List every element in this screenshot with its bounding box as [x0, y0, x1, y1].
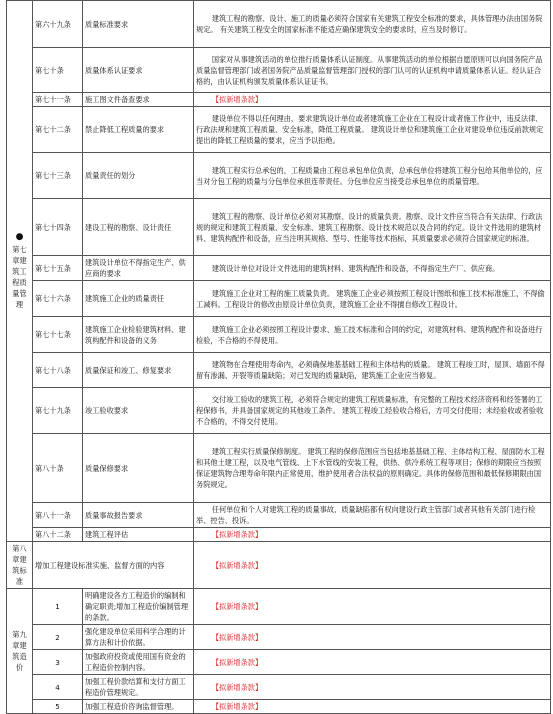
item-title: 加强工程价款结算和支付方面工程造价管理规定。	[83, 675, 194, 700]
article-title: 竣工验收要求	[83, 388, 194, 434]
article-content: 建筑物在合理使用寿命内，必须确保地基基础工程和主体结构的质量。 建筑工程竣工时，屋顶、墙面不得留有渗漏、开裂等质量缺陷；对已发现的质量缺陷，建筑施工企业应当修复。	[194, 353, 551, 388]
law-article-table	[6, 0, 551, 714]
article-row	[7, 153, 551, 199]
chapter-8-title: 增加工程建设标准实施、监督方面的内容	[33, 542, 194, 589]
article-number: 第六十九条	[33, 1, 83, 48]
item-content: 【拟新增条款】	[194, 589, 551, 625]
article-row	[7, 281, 551, 317]
article-row	[7, 503, 551, 528]
article-content: 国家对从事建筑活动的单位推行质量体系认证制度。从事建筑活动的单位根据自愿原则可以向国务院产品质量监督管理部门或者国务院产品质量监督管理部门授权的部门认可的认证机构申请质量体系认证。经认证合格的，由认证机构颁发质量体系认证证书。	[194, 48, 551, 93]
article-number: 第七十六条	[33, 281, 83, 317]
item-title: 明确建设各方工程造价的编制和确定职责;增加工程造价编制管理的条款。	[83, 589, 194, 625]
article-content: 建筑施工企业对工程的施工质量负责。 建筑施工企业必须按照工程设计图纸和施工技术标准施工，不得偷工减料。工程设计的修改由原设计单位负责，建筑施工企业不得擅自修改工程设计。	[194, 281, 551, 317]
article-content: 建筑工程实行总承包的，工程质量由工程总承包单位负责，总承包单位将建筑工程分包给其他单位的，应当对分包工程的质量与分包单位承担连带责任。分包单位应当接受总承包单位的质量管理。	[194, 153, 551, 199]
chapter-9-label: 第九章建筑造价	[7, 589, 33, 714]
article-number: 第七十条	[33, 48, 83, 93]
chapter-7-cell	[7, 1, 33, 542]
article-title: 质量体系认证要求	[83, 48, 194, 93]
article-title: 质量责任的划分	[83, 153, 194, 199]
article-title: 施工图文件备查要求	[83, 93, 194, 107]
article-row	[7, 199, 551, 256]
item-number: 1	[33, 589, 83, 625]
item-title: 加强政府投资或使用国有资金的工程造价控制内容。	[83, 650, 194, 675]
article-content: 建筑工程实行质量保修制度。 建筑工程的保修范围应当包括地基基础工程、主体结构工程、屋面防水工程和其他土建工程，以及电气管线、上下水管线的安装工程，供热、供冷系统工程等项目；保修的期限应当按照保证建筑物合理寿命年限内正常使用，维护使用者合法权益的原则确定。具体的保修范围和最低保修期限由国务院规定。	[194, 434, 551, 503]
article-content: 建设单位不得以任何理由，要求建筑设计单位或者建筑施工企业在工程设计或者施工作业中，违反法律、行政法规和建筑工程质量、安全标准，降低工程质量。 建筑设计单位和建筑施工企业对建设单位违反前款规定提出的降低工程质量的要求，应当予以拒绝。	[194, 107, 551, 153]
article-row	[7, 256, 551, 281]
article-title: 建筑工程评估	[83, 528, 194, 542]
article-content: 建筑工程的勘察、设计、施工的质量必须符合国家有关建筑工程安全标准的要求，具体管理办法由国务院规定。 有关建筑工程安全的国家标准不能适应确保建筑安全的要求时，应当及时修订。	[194, 1, 551, 48]
chapter-8-row	[7, 542, 551, 589]
article-row	[7, 388, 551, 434]
item-title: 加强工程造价咨询监督管理。	[83, 700, 194, 714]
article-title: 建筑施工企业检验建筑材料、建筑构配件和设备的义务	[83, 317, 194, 353]
item-content: 【拟新增条款】	[194, 675, 551, 700]
article-content: 【拟新增条款】	[194, 528, 551, 542]
article-number: 第八十一条	[33, 503, 83, 528]
article-row	[7, 317, 551, 353]
article-title: 质量标准要求	[83, 1, 194, 48]
chapter-8-label: 第八章建筑标准	[7, 542, 33, 589]
article-content: 建筑施工企业必须按照工程设计要求、施工技术标准和合同的约定，对建筑材料、建筑构配件和设备进行检验，不合格的不得使用。	[194, 317, 551, 353]
article-title: 建筑施工企业的质量责任	[83, 281, 194, 317]
bullet-icon: ●	[15, 231, 24, 242]
cost-item-row	[7, 675, 551, 700]
article-content: 任何单位和个人对建筑工程的质量事故、质量缺陷都有权向建设行政主管部门或者其他有关部门进行检举、控告、投诉。	[194, 503, 551, 528]
item-content: 【拟新增条款】	[194, 625, 551, 650]
article-title: 质量保修要求	[83, 434, 194, 503]
article-content: 【拟新增条款】	[194, 93, 551, 107]
cost-item-row	[7, 650, 551, 675]
article-content: 建筑设计单位对设计文件选用的建筑材料、建筑构配件和设备，不得指定生产厂、供应商。	[194, 256, 551, 281]
item-number: 2	[33, 625, 83, 650]
article-title: 质量保证和竣工、修复要求	[83, 353, 194, 388]
article-number: 第七十五条	[33, 256, 83, 281]
chapter-7-label: 第七章建筑工程质量管理	[12, 244, 27, 309]
article-number: 第七十七条	[33, 317, 83, 353]
chapter-8-content: 【拟新增条款】	[194, 542, 551, 589]
article-row	[7, 107, 551, 153]
article-content: 交付竣工验收的建筑工程，必须符合规定的建筑工程质量标准，有完整的工程技术经济资料和经签署的工程保修书，并具备国家规定的其他竣工条件。 建筑工程竣工经验收合格后，方可交付使用；未经验收或者验收不合格的，不得交付使用。	[194, 388, 551, 434]
item-content: 【拟新增条款】	[194, 650, 551, 675]
article-row	[7, 434, 551, 503]
article-row	[7, 93, 551, 107]
item-content: 【拟新增条款】	[194, 700, 551, 714]
article-row	[7, 353, 551, 388]
article-number: 第七十九条	[33, 388, 83, 434]
item-title: 强化建设单位采用科学合理的计算方法和计价依据。	[83, 625, 194, 650]
article-number: 第七十二条	[33, 107, 83, 153]
cost-item-row	[7, 700, 551, 714]
item-number: 5	[33, 700, 83, 714]
article-number: 第七十八条	[33, 353, 83, 388]
article-number: 第八十条	[33, 434, 83, 503]
cost-item-row	[7, 589, 551, 625]
article-number: 第八十二条	[33, 528, 83, 542]
article-title: 禁止降低工程质量的要求	[83, 107, 194, 153]
article-title: 建筑设计单位不得指定生产、供应商的要求	[83, 256, 194, 281]
article-row	[7, 1, 551, 48]
item-number: 4	[33, 675, 83, 700]
item-number: 3	[33, 650, 83, 675]
article-row	[7, 528, 551, 542]
cost-item-row	[7, 625, 551, 650]
article-number: 第七十四条	[33, 199, 83, 256]
article-row	[7, 48, 551, 93]
article-number: 第七十一条	[33, 93, 83, 107]
article-number: 第七十三条	[33, 153, 83, 199]
article-title: 建设工程的勘察、设计责任	[83, 199, 194, 256]
article-content: 建筑工程的勘察、设计单位必须对其勘察、设计的质量负责。勘察、设计文件应当符合有关法律、行政法规的规定和建筑工程质量、安全标准、建筑工程勘察、设计技术规范以及合同的约定。设计文件选用的建筑材料、建筑构配件和设备，应当注明其规格、型号、性能等技术指标，其质量要求必须符合国家规定的标准。	[194, 199, 551, 256]
article-title: 质量事故报告要求	[83, 503, 194, 528]
